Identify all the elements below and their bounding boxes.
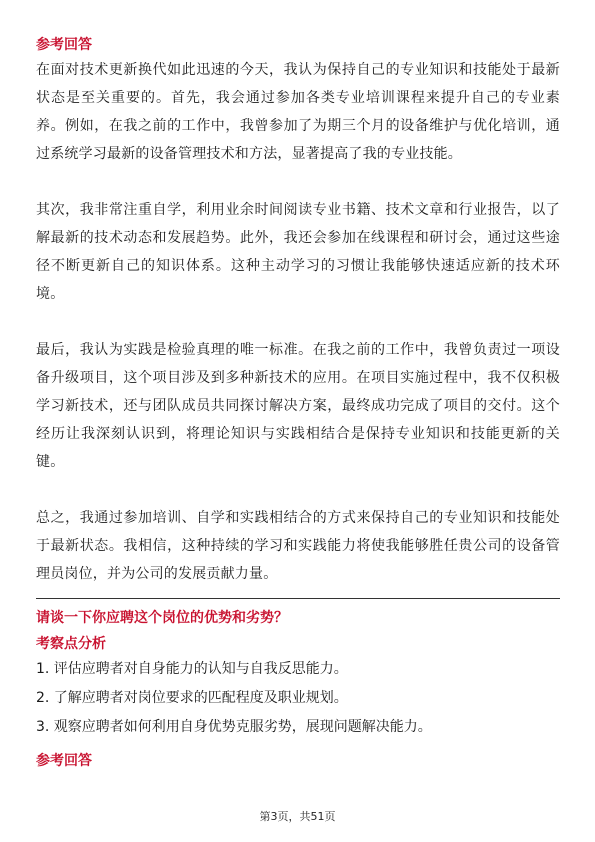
answer-paragraph: 总之，我通过参加培训、自学和实践相结合的方式来保持自己的专业知识和技能处于最新状态。我相信，这种持续的学习和实践能力将使我能够胜任贵公司的设备管理员岗位，并为公司的发展贡献力量。 — [36, 510, 560, 582]
analysis-heading: 考察点分析 — [36, 636, 106, 652]
section-divider — [36, 598, 560, 599]
analysis-point: 3. 观察应聘者如何利用自身优势克服劣势，展现问题解决能力。 — [36, 719, 432, 735]
analysis-point: 1. 评估应聘者对自身能力的认知与自我反思能力。 — [36, 661, 348, 677]
analysis-point: 2. 了解应聘者对岗位要求的匹配程度及职业规划。 — [36, 690, 348, 706]
reference-answer-heading: 参考回答 — [36, 37, 92, 53]
page-number: 第3页，共51页 — [259, 810, 336, 823]
answer-paragraph: 其次，我非常注重自学，利用业余时间阅读专业书籍、技术文章和行业报告，以了解最新的技术动态和发展趋势。此外，我还会参加在线课程和研讨会，通过这些途径不断更新自己的知识体系。这种主动学习的习惯让我能够快速适应新的技术环境。 — [36, 202, 560, 302]
answer-paragraph: 最后，我认为实践是检验真理的唯一标准。在我之前的工作中，我曾负责过一项设备升级项目，这个项目涉及到多种新技术的应用。在项目实施过程中，我不仅积极学习新技术，还与团队成员共同探讨解决方案，最终成功完成了项目的交付。这个经历让我深刻认识到，将理论知识与实践相结合是保持专业知识和技能更新的关键。 — [36, 342, 560, 470]
document-body — [36, 34, 560, 772]
interview-question: 请谈一下你应聘这个岗位的优势和劣势？ — [36, 610, 288, 626]
paragraph-gap — [36, 168, 560, 196]
paragraph-gap — [36, 476, 560, 504]
analysis-points-list — [36, 655, 560, 742]
reference-answer-heading-2: 参考回答 — [36, 753, 92, 769]
paragraph-gap — [36, 308, 560, 336]
answer-paragraph: 在面对技术更新换代如此迅速的今天，我认为保持自己的专业知识和技能处于最新状态是至关重要的。首先，我会通过参加各类专业培训课程来提升自己的专业素养。例如，在我之前的工作中，我曾参加了为期三个月的设备维护与优化培训，通过系统学习最新的设备管理技术和方法，显著提高了我的专业技能。 — [36, 62, 560, 162]
